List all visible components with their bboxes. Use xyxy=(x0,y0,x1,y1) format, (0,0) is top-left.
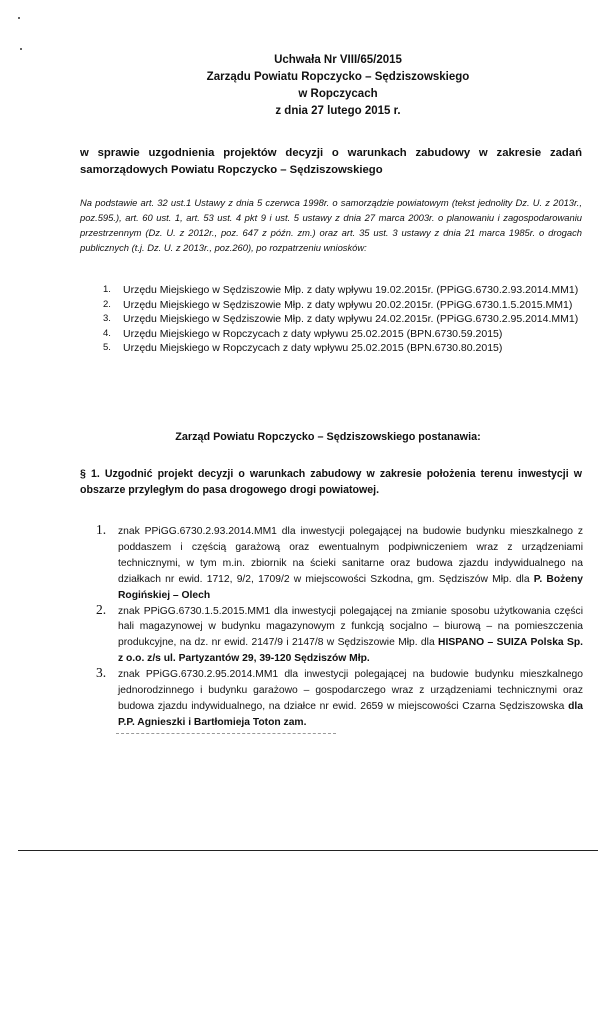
scan-speck xyxy=(18,17,20,19)
item-applicant: P. Bożeny Rogińskiej – Olech xyxy=(118,573,584,601)
request-text: Urzędu Miejskiego w Sędziszowie Młp. z daty wpływu 24.02.2015r. (PPiGG.6730.2.95.2014.MM1) xyxy=(123,313,579,326)
resolution-number: Uchwała Nr VIII/65/2015 xyxy=(274,54,402,66)
page-divider xyxy=(18,850,598,851)
request-text: Urzędu Miejskiego w Sędziszowie Młp. z daty wpływu 20.02.2015r. (PPiGG.6730.1.5.2015.MM1) xyxy=(123,298,573,311)
list-number: 2. xyxy=(96,601,107,617)
issuing-body: Zarządu Powiatu Ropczycko – Sędziszowskiego xyxy=(206,71,470,83)
list-number: 4. xyxy=(103,327,111,339)
item-text: znak PPiGG.6730.2.95.2014.MM1 dla inwestycji polegającej na budowie budynku mieszkalnego jednorodzinnego i budynku garażowo – gospodarczego wraz z urządzeniami technicznymi oraz budowa zjazdu indywidualnego, na działce nr ewid. 2659 w miejscowości Czarna Sędziszowska xyxy=(118,669,583,712)
item-text: znak PPiGG.6730.2.93.2014.MM1 dla inwestycji polegającej na budowie budynku mieszkalnego z poddaszem i częścią garażową oraz ewentualnym podpiwniczeniem wraz z urządzeniami technicznymi, w tym m.in. zbiornik na ścieki sanitarne oraz budowa zjazdu indywidualnego na działkach nr ewid. 1712, 9/2, 1709/2 w miejscowości Szkodna, gm. Sędziszów Młp. dla xyxy=(118,526,583,585)
list-item xyxy=(103,312,583,327)
resolution-subject: w sprawie uzgodnienia projektów decyzji o warunkach zabudowy w zakresie zadań samorządowych Powiatu Ropczycko – Sędziszowskiego xyxy=(80,147,582,176)
item-applicant: HISPANO – SUIZA Polska Sp. z o.o. z/s ul. Partyzantów 29, 39-120 Sędziszów Młp. xyxy=(118,637,584,665)
list-number: 2. xyxy=(103,298,111,310)
resolves-heading: Zarząd Powiatu Ropczycko – Sędziszowskiego postanawia: xyxy=(175,431,481,443)
decisions-list xyxy=(94,524,583,731)
list-number: 3. xyxy=(103,313,111,325)
list-item xyxy=(103,298,583,313)
requests-list xyxy=(103,283,583,356)
paragraph-1: § 1. Uzgodnić projekt decyzji o warunkach zabudowy w zakresie położenia terenu inwestycji w obszarze przyległym do pasa drogowego drogi powiatowej. xyxy=(80,468,582,496)
list-number: 3. xyxy=(96,665,107,681)
list-item xyxy=(103,341,583,356)
list-item xyxy=(94,601,584,668)
list-item xyxy=(103,283,583,298)
list-item xyxy=(103,327,583,342)
request-text: Urzędu Miejskiego w Ropczycach z daty wpływu 25.02.2015 (BPN.6730.59.2015) xyxy=(123,327,503,340)
list-item xyxy=(94,667,583,731)
item-text: znak PPiGG.6730.1.5.2015.MM1 dla inwestycji polegającej na zmianie sposobu użytkowania części hali magazynowej w budynku magazynowym z funkcją socjalno – biurową – na pomieszczenia produkcyjne, na dz. nr ewid. 2147/9 i 2147/8 w Sędziszowie Młp. dla xyxy=(118,605,583,649)
faint-underline xyxy=(116,733,336,734)
legal-basis: Na podstawie art. 32 ust.1 Ustawy z dnia 5 czerwca 1998r. o samorządzie powiatowym (tekst jednolity Dz. U. z 2013r., poz.595.), art. 60 ust. 1, art. 53 ust. 4 pkt 9 i ust. 5 ustawy z dnia 27 marca 2003r. o planowaniu i zagospodarowaniu przestrzennym (Dz. U. z 2012r., poz. 647 z późn. zm.) oraz art. 35 ust. 3 ustawy z dnia 21 marca 1985r. o drogach publicznych (t.j. Dz. U. z 2013r., poz.260), po rozpatrzeniu wniosków: xyxy=(80,197,582,253)
list-number: 5. xyxy=(103,342,111,354)
issuing-location: w Ropczycach xyxy=(298,88,378,100)
scan-speck xyxy=(20,48,22,50)
list-number: 1. xyxy=(96,522,107,537)
resolution-date: z dnia 27 lutego 2015 r. xyxy=(275,105,401,117)
item-applicant: dla P.P. Agnieszki i Bartłomieja Toton zam. xyxy=(118,700,583,728)
list-item xyxy=(94,524,583,604)
request-text: Urzędu Miejskiego w Sędziszowie Młp. z daty wpływu 19.02.2015r. (PPiGG.6730.2.93.2014.MM1) xyxy=(123,284,579,296)
request-text: Urzędu Miejskiego w Ropczycach z daty wpływu 25.02.2015 (BPN.6730.80.2015) xyxy=(123,342,503,355)
resolution-header xyxy=(0,52,616,120)
list-number: 1. xyxy=(103,284,111,295)
